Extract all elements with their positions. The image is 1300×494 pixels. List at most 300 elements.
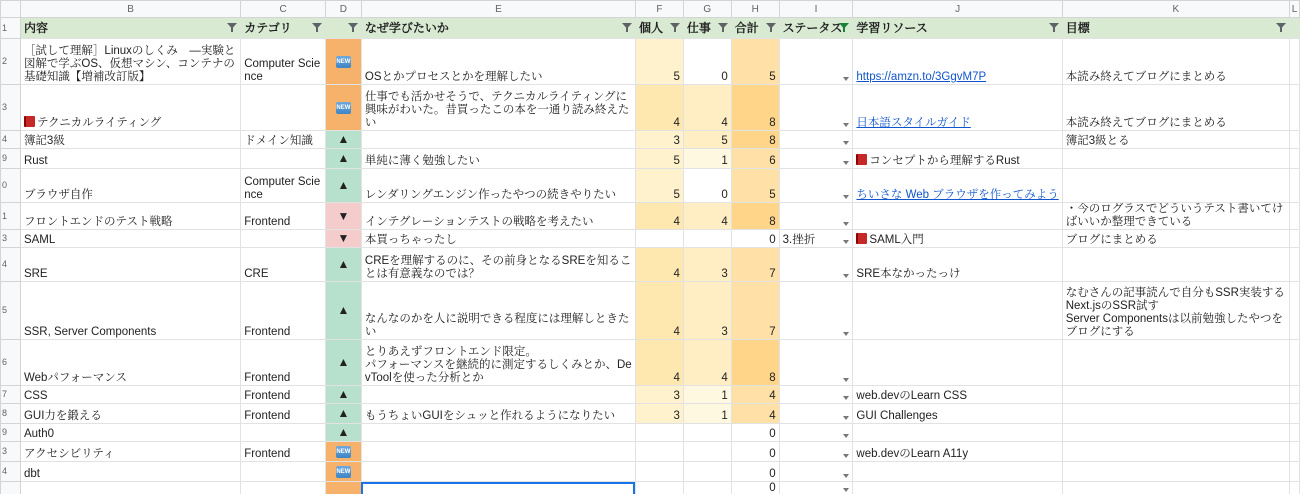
content-text: GUI力を鍛える (23, 410, 102, 422)
header-content-label: 内容 (23, 20, 48, 35)
cell-resource[interactable] (853, 39, 1062, 85)
dropdown-arrow-icon[interactable] (843, 274, 849, 278)
cell-personal[interactable]: 4 (635, 282, 683, 340)
header-content[interactable] (20, 18, 240, 39)
cell-goal[interactable] (1062, 340, 1289, 386)
cell-status-dropdown[interactable] (779, 462, 853, 482)
resource-text: GUI Challenges (856, 410, 938, 422)
table-row (1, 230, 1300, 248)
table-row (1, 424, 1300, 442)
cell-work[interactable]: 3 (683, 248, 731, 282)
cell-extra[interactable] (1289, 85, 1299, 131)
table-row (1, 386, 1300, 404)
cell-status-dropdown[interactable] (779, 248, 853, 282)
cell-goal[interactable] (1062, 404, 1289, 424)
column-header[interactable]: I (779, 1, 853, 18)
cell-why[interactable]: インテグレーションテストの戦略を考えたい (361, 203, 635, 230)
table-row (1, 149, 1300, 169)
cell-work[interactable] (683, 230, 731, 248)
column-header[interactable] (1, 1, 21, 18)
cell-why[interactable]: 単純に薄く勉強したい (361, 149, 635, 169)
cell-category[interactable] (241, 85, 326, 131)
cell-work[interactable]: 5 (683, 131, 731, 149)
dropdown-arrow-icon[interactable] (843, 378, 849, 382)
content-text: CSS (23, 390, 48, 402)
cell-personal[interactable] (635, 442, 683, 462)
cell-goal[interactable] (1062, 149, 1289, 169)
cell-category[interactable]: Frontend (241, 282, 326, 340)
cell-personal[interactable] (635, 230, 683, 248)
cell-work[interactable] (683, 482, 731, 494)
cell-category[interactable] (241, 482, 326, 494)
header-status[interactable] (779, 18, 853, 39)
cell-status-dropdown[interactable] (779, 386, 853, 404)
cell-personal[interactable]: 3 (635, 131, 683, 149)
cell-content[interactable] (20, 248, 240, 282)
cell-resource[interactable] (853, 442, 1062, 462)
cell-category[interactable]: CRE (241, 248, 326, 282)
cell-category[interactable]: Computer Science (241, 169, 326, 203)
cell-work[interactable]: 4 (683, 340, 731, 386)
cell-why[interactable]: もうちょいGUIをシュッと作れるようになりたい (361, 404, 635, 424)
cell-trend[interactable] (325, 462, 361, 482)
cell-content[interactable] (20, 230, 240, 248)
dropdown-arrow-icon[interactable] (843, 240, 849, 244)
cell-trend[interactable] (325, 203, 361, 230)
cell-why[interactable] (361, 131, 635, 149)
cell-goal[interactable]: 簿記3級とる (1062, 131, 1289, 149)
cell-trend[interactable] (325, 340, 361, 386)
cell-goal[interactable] (1062, 442, 1289, 462)
cell-total[interactable]: 8 (731, 203, 779, 230)
cell-category[interactable]: Computer Science (241, 39, 326, 85)
content-text: SRE (23, 268, 48, 280)
cell-trend[interactable] (325, 442, 361, 462)
cell-work[interactable]: 0 (683, 169, 731, 203)
row-number[interactable]: 7 (1, 386, 21, 404)
cell-why[interactable] (361, 442, 635, 462)
cell-content[interactable] (20, 131, 240, 149)
new-badge-icon: NEW (336, 102, 351, 114)
cell-trend[interactable] (325, 149, 361, 169)
row-number[interactable]: 2 (1, 39, 21, 85)
cell-total[interactable]: 0 (731, 462, 779, 482)
cell-trend[interactable] (325, 131, 361, 149)
cell-personal[interactable]: 5 (635, 39, 683, 85)
new-badge-icon: NEW (336, 446, 351, 458)
cell-goal[interactable]: 本読み終えてブログにまとめる (1062, 39, 1289, 85)
resource-text: web.devのLearn CSS (856, 390, 967, 402)
column-header[interactable]: J (853, 1, 1062, 18)
cell-extra[interactable] (1289, 424, 1299, 442)
cell-content[interactable] (20, 169, 240, 203)
cell-why[interactable] (361, 482, 635, 494)
cell-why[interactable]: 本買っちゃったし (361, 230, 635, 248)
cell-trend[interactable] (325, 39, 361, 85)
row-number[interactable]: 8 (1, 404, 21, 424)
cell-total[interactable]: 4 (731, 404, 779, 424)
cell-why[interactable]: OSとかプロセスとかを理解したい (361, 39, 635, 85)
cell-status-dropdown[interactable] (779, 482, 853, 494)
header-goal[interactable] (1062, 18, 1289, 39)
cell-extra[interactable] (1289, 230, 1299, 248)
cell-extra[interactable] (1289, 442, 1299, 462)
cell-status-dropdown[interactable] (779, 149, 853, 169)
dropdown-arrow-icon[interactable] (843, 454, 849, 458)
cell-total[interactable]: 8 (731, 340, 779, 386)
cell-trend[interactable] (325, 424, 361, 442)
cell-status-dropdown[interactable] (779, 230, 853, 248)
row-number[interactable]: 1 (1, 18, 21, 39)
resource-text: SRE本なかったっけ (856, 268, 961, 280)
cell-work[interactable]: 1 (683, 386, 731, 404)
cell-trend[interactable] (325, 169, 361, 203)
content-text: Auth0 (23, 428, 54, 440)
column-header[interactable]: G (683, 1, 731, 18)
cell-content[interactable] (20, 149, 240, 169)
cell-extra[interactable] (1289, 149, 1299, 169)
cell-total[interactable]: 5 (731, 39, 779, 85)
cell-why[interactable]: とりあえずフロントエンド限定。 パフォーマンスを継続的に測定するしくみとか、DevToolを使った分析とか (361, 340, 635, 386)
cell-category[interactable]: Frontend (241, 340, 326, 386)
cell-content[interactable] (20, 203, 240, 230)
cell-category[interactable]: Frontend (241, 404, 326, 424)
cell-why[interactable]: CREを理解するのに、その前身となるSREを知ることは有意義なのでは？ (361, 248, 635, 282)
cell-personal[interactable]: 4 (635, 203, 683, 230)
cell-category[interactable]: Frontend (241, 386, 326, 404)
filter-icon[interactable] (718, 23, 728, 32)
cell-status-dropdown[interactable] (779, 282, 853, 340)
cell-total[interactable]: 5 (731, 169, 779, 203)
header-work[interactable] (683, 18, 731, 39)
cell-goal[interactable] (1062, 462, 1289, 482)
cell-content[interactable] (20, 85, 240, 131)
column-header[interactable]: B (20, 1, 240, 18)
content-text: SAML (23, 234, 56, 246)
content-text: フロントエンドのテスト戦略 (23, 216, 173, 228)
new-badge-icon: NEW (336, 466, 351, 478)
cell-content[interactable] (20, 39, 240, 85)
header-resource[interactable] (853, 18, 1062, 39)
cell-resource[interactable] (853, 282, 1062, 340)
header-status-label: ステータス (782, 20, 843, 35)
cell-extra[interactable] (1289, 282, 1299, 340)
cell-category[interactable]: Frontend (241, 203, 326, 230)
cell-why[interactable] (361, 386, 635, 404)
cell-goal[interactable] (1062, 424, 1289, 442)
cell-work[interactable] (683, 442, 731, 462)
status-value: 3.挫折 (782, 234, 816, 246)
cell-extra[interactable] (1289, 169, 1299, 203)
cell-personal[interactable]: 4 (635, 248, 683, 282)
row-number[interactable]: 1 (1, 203, 21, 230)
row-number[interactable]: 3 (1, 442, 21, 462)
cell-why[interactable]: なんなのかを人に説明できる程度には理解しときたい (361, 282, 635, 340)
dropdown-arrow-icon[interactable] (843, 474, 849, 478)
header-why[interactable] (361, 18, 635, 39)
row-number[interactable]: 4 (1, 131, 21, 149)
cell-status-dropdown[interactable] (779, 340, 853, 386)
filter-icon[interactable] (766, 23, 776, 32)
cell-why[interactable] (361, 462, 635, 482)
dropdown-arrow-icon[interactable] (843, 161, 849, 165)
cell-total[interactable]: 0 (731, 482, 779, 494)
resource-link[interactable]: https://amzn.to/3GgvM7P (856, 71, 987, 83)
cell-why[interactable] (361, 424, 635, 442)
cell-resource[interactable] (853, 462, 1062, 482)
cell-extra[interactable] (1289, 340, 1299, 386)
triangle-up-icon: ▲ (337, 387, 350, 401)
cell-content[interactable] (20, 462, 240, 482)
header-resource-label: 学習リソース (856, 20, 928, 35)
triangle-up-icon: ▲ (337, 425, 350, 439)
column-header[interactable]: L (1289, 1, 1299, 18)
content-text: Rust (23, 155, 48, 167)
row-number[interactable]: 3 (1, 230, 21, 248)
cell-extra[interactable] (1289, 386, 1299, 404)
cell-why[interactable]: レンダリングエンジン作ったやつの続きやりたい (361, 169, 635, 203)
cell-resource[interactable] (853, 248, 1062, 282)
table-row (1, 39, 1300, 85)
triangle-up-icon: ▲ (337, 132, 350, 146)
dropdown-arrow-icon[interactable] (843, 416, 849, 420)
table-row (1, 282, 1300, 340)
row-number[interactable]: 3 (1, 85, 21, 131)
table-row (1, 85, 1300, 131)
content-text: dbt (23, 468, 40, 480)
cell-total[interactable]: 0 (731, 424, 779, 442)
dropdown-arrow-icon[interactable] (843, 434, 849, 438)
table-row (1, 404, 1300, 424)
cell-personal[interactable]: 3 (635, 404, 683, 424)
cell-category[interactable] (241, 230, 326, 248)
header-trend[interactable] (325, 18, 361, 39)
cell-category[interactable] (241, 462, 326, 482)
cell-status-dropdown[interactable] (779, 442, 853, 462)
cell-status-dropdown[interactable] (779, 424, 853, 442)
cell-total[interactable]: 8 (731, 85, 779, 131)
cell-content[interactable] (20, 282, 240, 340)
dropdown-arrow-icon[interactable] (843, 195, 849, 199)
header-category[interactable] (241, 18, 326, 39)
dropdown-arrow-icon[interactable] (843, 77, 849, 81)
cell-trend[interactable] (325, 282, 361, 340)
header-goal-label: 目標 (1065, 20, 1090, 35)
cell-trend[interactable] (325, 248, 361, 282)
column-header[interactable]: D (325, 1, 361, 18)
cell-personal[interactable] (635, 482, 683, 494)
cell-resource[interactable] (853, 149, 1062, 169)
cell-goal[interactable]: ・今のログラスでどういうテスト書いてけばいいか整理できている (1062, 203, 1289, 230)
column-header[interactable]: K (1062, 1, 1289, 18)
cell-total[interactable]: 7 (731, 282, 779, 340)
cell-category[interactable] (241, 424, 326, 442)
cell-trend[interactable] (325, 85, 361, 131)
cell-goal[interactable]: 本読み終えてブログにまとめる (1062, 85, 1289, 131)
header-row (1, 18, 1300, 39)
row-number[interactable]: 4 (1, 462, 21, 482)
filter-icon[interactable] (1049, 23, 1059, 32)
cell-resource[interactable] (853, 169, 1062, 203)
table-row (1, 462, 1300, 482)
cell-extra[interactable] (1289, 482, 1299, 494)
cell-resource[interactable] (853, 340, 1062, 386)
cell-why[interactable]: 仕事でも活かせそうで、テクニカルライティングに興味がわいた。昔買ったこの本を一通り読み終えたい (361, 85, 635, 131)
cell-personal[interactable]: 5 (635, 169, 683, 203)
cell-trend[interactable] (325, 386, 361, 404)
cell-content[interactable] (20, 424, 240, 442)
cell-trend[interactable] (325, 404, 361, 424)
red-book-icon (856, 233, 867, 244)
filter-icon[interactable] (312, 23, 322, 32)
header-category-label: カテゴリ (244, 20, 292, 35)
cell-work[interactable]: 4 (683, 85, 731, 131)
cell-resource[interactable] (853, 203, 1062, 230)
header-extra[interactable] (1289, 18, 1299, 39)
dropdown-arrow-icon[interactable] (843, 332, 849, 336)
triangle-up-icon: ▲ (337, 151, 350, 165)
cell-total[interactable]: 4 (731, 386, 779, 404)
cell-total[interactable]: 6 (731, 149, 779, 169)
cell-status-dropdown[interactable] (779, 39, 853, 85)
table-row (1, 169, 1300, 203)
cell-content[interactable] (20, 386, 240, 404)
content-text: アクセシビリティ (23, 448, 115, 460)
cell-extra[interactable] (1289, 248, 1299, 282)
cell-work[interactable] (683, 424, 731, 442)
resource-link[interactable]: 日本語スタイルガイド (856, 117, 971, 129)
column-header[interactable]: F (635, 1, 683, 18)
cell-personal[interactable]: 4 (635, 340, 683, 386)
header-personal[interactable] (635, 18, 683, 39)
filter-icon[interactable] (1276, 23, 1286, 32)
row-number[interactable] (1, 482, 21, 494)
column-letters-row (1, 1, 1300, 18)
cell-total[interactable]: 7 (731, 248, 779, 282)
triangle-up-icon: ▲ (337, 406, 350, 420)
content-text: 簿記3級 (23, 135, 65, 147)
cell-work[interactable] (683, 462, 731, 482)
header-work-label: 仕事 (686, 20, 711, 35)
cell-resource[interactable] (853, 230, 1062, 248)
row-number[interactable]: 4 (1, 248, 21, 282)
cell-resource[interactable] (853, 131, 1062, 149)
column-header[interactable]: H (731, 1, 779, 18)
cell-extra[interactable] (1289, 462, 1299, 482)
header-personal-label: 個人 (638, 20, 663, 35)
triangle-up-icon: ▲ (337, 178, 350, 192)
cell-extra[interactable] (1289, 404, 1299, 424)
cell-content[interactable] (20, 404, 240, 424)
cell-personal[interactable] (635, 462, 683, 482)
cell-content[interactable] (20, 340, 240, 386)
table-row (1, 131, 1300, 149)
cell-resource[interactable] (853, 482, 1062, 494)
cell-personal[interactable]: 3 (635, 386, 683, 404)
column-header[interactable]: E (361, 1, 635, 18)
new-badge-icon: NEW (336, 56, 351, 68)
cell-content[interactable] (20, 482, 240, 494)
content-text: SSR, Server Components (23, 326, 157, 338)
cell-status-dropdown[interactable] (779, 203, 853, 230)
cell-work[interactable]: 1 (683, 404, 731, 424)
table-row (1, 442, 1300, 462)
cell-goal[interactable]: ブログにまとめる (1062, 230, 1289, 248)
cell-work[interactable]: 0 (683, 39, 731, 85)
row-number[interactable]: 5 (1, 282, 21, 340)
cell-status-dropdown[interactable] (779, 85, 853, 131)
dropdown-arrow-icon[interactable] (843, 141, 849, 145)
cell-resource[interactable] (853, 85, 1062, 131)
resource-link[interactable]: ちいさな Web ブラウザを作ってみよう (856, 189, 1059, 201)
cell-work[interactable]: 3 (683, 282, 731, 340)
cell-total[interactable]: 8 (731, 131, 779, 149)
cell-extra[interactable] (1289, 203, 1299, 230)
cell-extra[interactable] (1289, 39, 1299, 85)
cell-work[interactable]: 4 (683, 203, 731, 230)
dropdown-arrow-icon[interactable] (843, 488, 849, 492)
cell-personal[interactable] (635, 424, 683, 442)
cell-personal[interactable]: 5 (635, 149, 683, 169)
header-total-label: 合計 (734, 20, 759, 35)
column-header[interactable]: C (241, 1, 326, 18)
filter-icon[interactable] (670, 23, 680, 32)
cell-status-dropdown[interactable] (779, 169, 853, 203)
cell-extra[interactable] (1289, 131, 1299, 149)
cell-goal[interactable] (1062, 386, 1289, 404)
dropdown-arrow-icon[interactable] (843, 396, 849, 400)
cell-category[interactable]: ドメイン知識 (241, 131, 326, 149)
cell-resource[interactable] (853, 404, 1062, 424)
resource-text: SAML入門 (869, 234, 924, 246)
content-text: Webパフォーマンス (23, 372, 127, 384)
cell-resource[interactable] (853, 386, 1062, 404)
cell-goal[interactable] (1062, 248, 1289, 282)
triangle-up-icon: ▲ (337, 355, 350, 369)
cell-goal[interactable] (1062, 482, 1289, 494)
table-row (1, 248, 1300, 282)
cell-total[interactable]: 0 (731, 442, 779, 462)
table-row (1, 340, 1300, 386)
cell-goal[interactable]: なむさんの記事読んで自分もSSR実装する Next.jsのSSR試す Server Componentsは以前勉強したやつをブログにする (1062, 282, 1289, 340)
filter-icon[interactable] (622, 23, 632, 32)
cell-total[interactable]: 0 (731, 230, 779, 248)
row-number[interactable]: 0 (1, 169, 21, 203)
row-number[interactable]: 9 (1, 149, 21, 169)
cell-status-dropdown[interactable] (779, 131, 853, 149)
cell-resource[interactable] (853, 424, 1062, 442)
cell-trend[interactable] (325, 482, 361, 494)
row-number[interactable]: 9 (1, 424, 21, 442)
cell-work[interactable]: 1 (683, 149, 731, 169)
cell-category[interactable] (241, 149, 326, 169)
cell-content[interactable] (20, 442, 240, 462)
filter-icon[interactable] (839, 23, 849, 32)
table-row (1, 203, 1300, 230)
cell-category[interactable]: Frontend (241, 442, 326, 462)
cell-status-dropdown[interactable] (779, 404, 853, 424)
cell-goal[interactable] (1062, 169, 1289, 203)
red-book-icon (856, 154, 867, 165)
row-number[interactable]: 6 (1, 340, 21, 386)
header-total[interactable] (731, 18, 779, 39)
dropdown-arrow-icon[interactable] (843, 222, 849, 226)
dropdown-arrow-icon[interactable] (843, 123, 849, 127)
filter-icon[interactable] (227, 23, 237, 32)
cell-personal[interactable]: 4 (635, 85, 683, 131)
filter-icon[interactable] (348, 23, 358, 32)
cell-trend[interactable] (325, 230, 361, 248)
